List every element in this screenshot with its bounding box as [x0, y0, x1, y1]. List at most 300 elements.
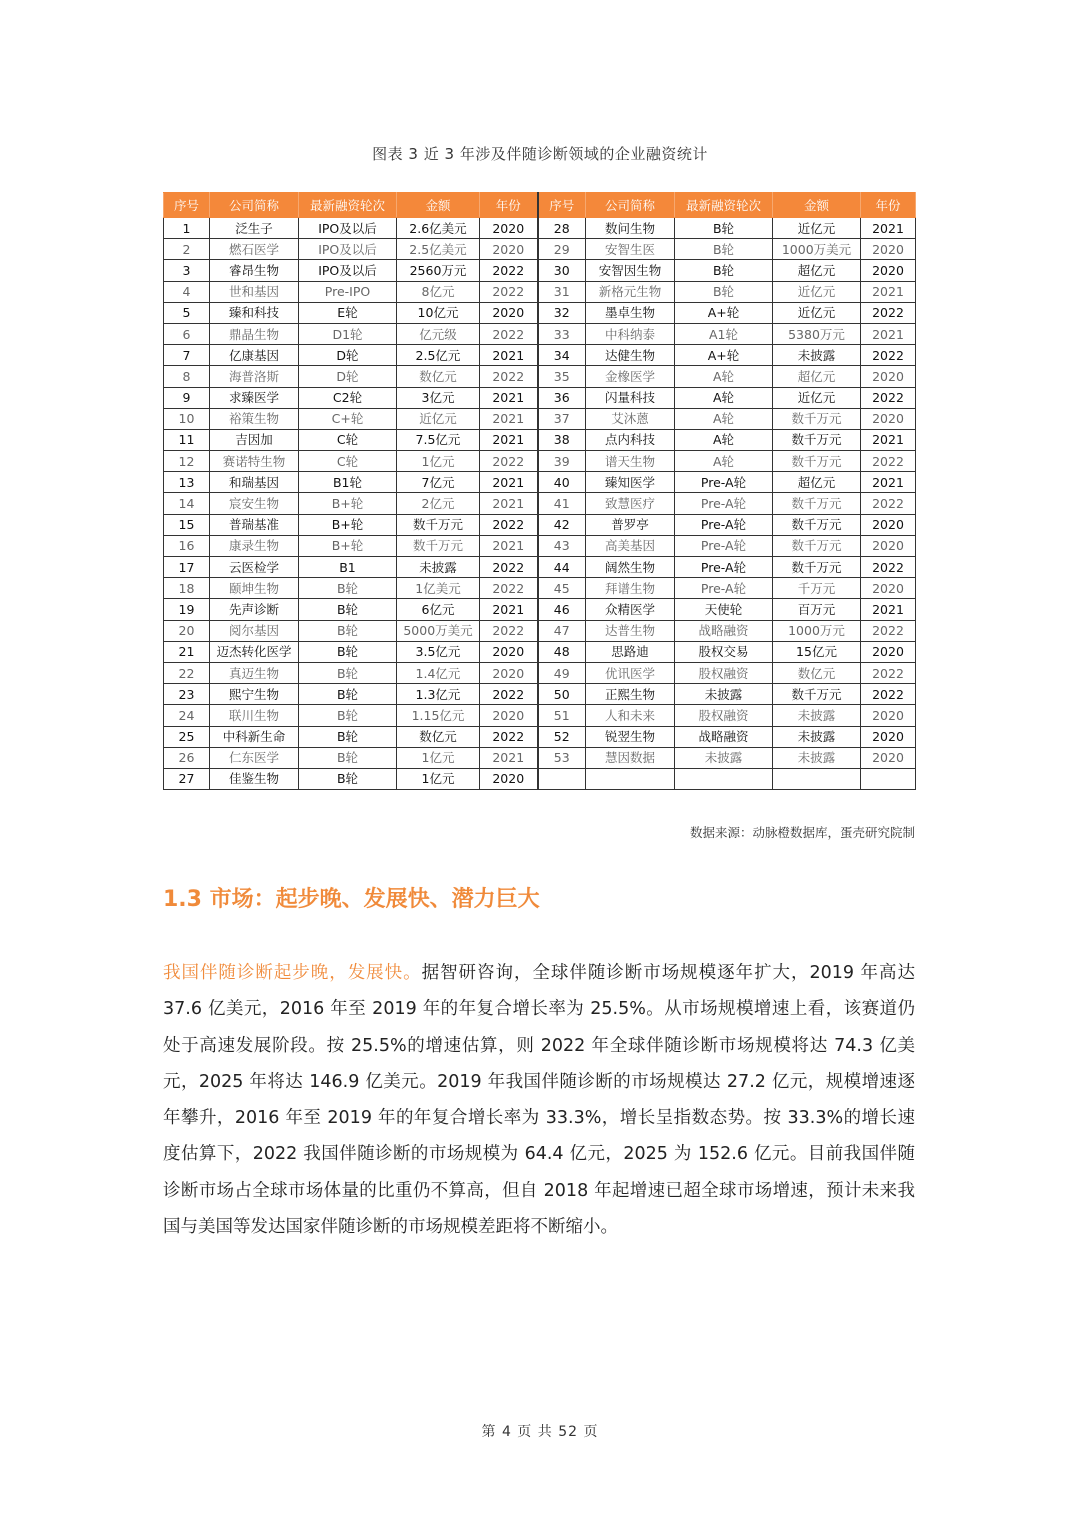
table-cell: 2021: [480, 345, 538, 366]
table-cell: 近亿元: [773, 302, 861, 323]
table-cell: 32: [538, 302, 586, 323]
table-cell: 2022: [480, 578, 538, 599]
table-cell: 2020: [861, 239, 916, 260]
table-cell: 29: [538, 239, 586, 260]
table-cell: 2560万元: [397, 260, 480, 281]
data-source-note: 数据来源：动脉橙数据库，蛋壳研究院制: [689, 825, 915, 840]
table-cell: 2020: [861, 260, 916, 281]
table-cell: 2020: [480, 218, 538, 239]
table-cell: 点内科技: [586, 429, 675, 450]
table-cell: 2022: [861, 493, 916, 514]
table-cell: A+轮: [675, 345, 773, 366]
table-cell: 安智因生物: [586, 260, 675, 281]
table-cell: 40: [538, 472, 586, 493]
table-cell: 51: [538, 705, 586, 726]
table-row: [164, 429, 916, 450]
table-cell: 亿元级: [397, 323, 480, 344]
table-cell: 吉因加: [210, 429, 299, 450]
table-cell: 超亿元: [773, 366, 861, 387]
table-cell: 天使轮: [675, 599, 773, 620]
table-cell: 金橡医学: [586, 366, 675, 387]
table-cell: B轮: [675, 218, 773, 239]
page-footer: 第 4 页 共 52 页: [481, 1424, 599, 1440]
table-cell: 1亿元: [397, 747, 480, 768]
table-cell: B轮: [299, 684, 397, 705]
table-cell: 近亿元: [773, 387, 861, 408]
table-cell: A+轮: [675, 302, 773, 323]
table-cell: 数千万元: [773, 514, 861, 535]
paragraph-lead: 我国伴随诊断起步晚，发展快。: [163, 963, 422, 983]
table-cell: 2020: [861, 514, 916, 535]
table-cell: 1亿元: [397, 768, 480, 789]
table-cell: 2022: [480, 514, 538, 535]
table-cell: 鼎晶生物: [210, 323, 299, 344]
table-cell: 拜谱生物: [586, 578, 675, 599]
table-cell: 2.5亿元: [397, 345, 480, 366]
table-cell: 31: [538, 281, 586, 302]
table-cell: E轮: [299, 302, 397, 323]
table-cell: 2020: [861, 747, 916, 768]
table-cell: [586, 768, 675, 789]
table-cell: 近亿元: [773, 218, 861, 239]
table-cell: 股权融资: [675, 705, 773, 726]
table-cell: 38: [538, 429, 586, 450]
figure-caption: 图表 3 近 3 年涉及伴随诊断领域的企业融资统计: [372, 145, 708, 163]
table-cell: 8: [164, 366, 210, 387]
table-row: [164, 514, 916, 535]
table-cell: 数千万元: [397, 514, 480, 535]
table-cell: 34: [538, 345, 586, 366]
table-cell: 2022: [480, 281, 538, 302]
table-cell: A轮: [675, 408, 773, 429]
table-row: [164, 557, 916, 578]
table-cell: 2021: [480, 493, 538, 514]
table-cell: A轮: [675, 387, 773, 408]
table-cell: 20: [164, 620, 210, 641]
table-cell: 9: [164, 387, 210, 408]
table-cell: 股权交易: [675, 641, 773, 662]
table-cell: 26: [164, 747, 210, 768]
table-cell: 27: [164, 768, 210, 789]
table-cell: 7亿元: [397, 472, 480, 493]
table-cell: C轮: [299, 429, 397, 450]
table-cell: 新格元生物: [586, 281, 675, 302]
table-cell: 3亿元: [397, 387, 480, 408]
table-cell: 2022: [480, 684, 538, 705]
table-cell: 50: [538, 684, 586, 705]
table-cell: 19: [164, 599, 210, 620]
table-cell: 2022: [480, 726, 538, 747]
table-cell: 近亿元: [397, 408, 480, 429]
table-cell: 2021: [861, 281, 916, 302]
table-cell: Pre-A轮: [675, 472, 773, 493]
table-cell: 3: [164, 260, 210, 281]
table-cell: 数千万元: [773, 535, 861, 556]
table-cell: 数千万元: [773, 429, 861, 450]
table-cell: A轮: [675, 429, 773, 450]
table-cell: 颐坤生物: [210, 578, 299, 599]
table-body: [164, 218, 916, 790]
table-cell: 普瑞基准: [210, 514, 299, 535]
table-cell: 先声诊断: [210, 599, 299, 620]
table-cell: 墨卓生物: [586, 302, 675, 323]
table-cell: 43: [538, 535, 586, 556]
table-cell: 48: [538, 641, 586, 662]
table-cell: 数千万元: [773, 557, 861, 578]
table-cell: 2022: [861, 345, 916, 366]
table-cell: 6: [164, 323, 210, 344]
table-cell: 5380万元: [773, 323, 861, 344]
table-cell: B轮: [675, 260, 773, 281]
table-cell: 2021: [480, 535, 538, 556]
table-row: [164, 768, 916, 789]
table-cell: 37: [538, 408, 586, 429]
paragraph-body: 据智研咨询，全球伴随诊断市场规模逐年扩大，2019 年高达 37.6 亿美元，2016 年至 2019 年的年复合增长率为 25.5%。从市场规模增速上看，该赛道仍处于高速发展阶段。按 25.5%的增速估算，则 2022 年全球伴随诊断市场规模将达 74.3 亿美元，2025 年将达 146.9 亿美元。2019 年我国伴随诊断的市场规模达 27.2 亿元，规模增速逐年攀升，2016 年至 2019 年的年复合增长率为 33.3%，增长呈指数态势。按 33.3%的增长速度估算下，2022 我国伴随诊断的市场规模为 64.4 亿元，2025 为 152.6 亿元。目前我国伴随诊断市场占全球市场体量的比重仍不算高，但自 2018 年起增速已超全球市场增速，预计未来我国与美国等发达国家伴随诊断的市场规模差距将不断缩小。: [163, 963, 915, 1238]
table-cell: IPO及以后: [299, 218, 397, 239]
table-row: [164, 726, 916, 747]
table-cell: B轮: [299, 641, 397, 662]
table-cell: 亿康基因: [210, 345, 299, 366]
table-cell: 2020: [861, 535, 916, 556]
table-cell: 14: [164, 493, 210, 514]
table-cell: IPO及以后: [299, 260, 397, 281]
table-cell: 2020: [480, 302, 538, 323]
table-cell: 2020: [480, 705, 538, 726]
body-paragraph: [163, 955, 915, 1245]
table-cell: 2022: [861, 557, 916, 578]
table-cell: 思路迪: [586, 641, 675, 662]
table-cell: B1: [299, 557, 397, 578]
table-cell: 谱天生物: [586, 451, 675, 472]
table-cell: 达普生物: [586, 620, 675, 641]
table-cell: 2022: [861, 302, 916, 323]
table-row: [164, 684, 916, 705]
table-cell: 熙宁生物: [210, 684, 299, 705]
table-cell: 慧因数据: [586, 747, 675, 768]
table-cell: 47: [538, 620, 586, 641]
table-cell: 数千万元: [773, 493, 861, 514]
table-cell: 宸安生物: [210, 493, 299, 514]
financing-table-wrapper: [163, 192, 915, 790]
table-cell: 佳鉴生物: [210, 768, 299, 789]
table-cell: 阔然生物: [586, 557, 675, 578]
table-cell: 1000万美元: [773, 239, 861, 260]
table-cell: 5000万美元: [397, 620, 480, 641]
table-cell: 45: [538, 578, 586, 599]
table-cell: 中科新生命: [210, 726, 299, 747]
table-cell: 22: [164, 662, 210, 683]
table-row: [164, 218, 916, 239]
table-cell: 锐翌生物: [586, 726, 675, 747]
table-cell: Pre-A轮: [675, 535, 773, 556]
table-cell: 41: [538, 493, 586, 514]
table-cell: 2020: [861, 705, 916, 726]
table-cell: 44: [538, 557, 586, 578]
table-cell: 数千万元: [773, 451, 861, 472]
section-title: 1.3 市场：起步晚、发展快、潜力巨大: [163, 887, 540, 912]
table-cell: 2021: [861, 218, 916, 239]
table-cell: 12: [164, 451, 210, 472]
table-cell: 2022: [480, 260, 538, 281]
table-cell: 4: [164, 281, 210, 302]
table-cell: B轮: [299, 726, 397, 747]
table-cell: 仁东医学: [210, 747, 299, 768]
table-cell: B轮: [675, 239, 773, 260]
table-cell: B+轮: [299, 535, 397, 556]
table-cell: 2022: [861, 684, 916, 705]
table-cell: 2022: [480, 323, 538, 344]
table-cell: B轮: [299, 768, 397, 789]
table-cell: 安智生医: [586, 239, 675, 260]
table-cell: 未披露: [773, 345, 861, 366]
table-cell: 7.5亿元: [397, 429, 480, 450]
table-cell: 28: [538, 218, 586, 239]
table-cell: 2020: [861, 408, 916, 429]
table-cell: 30: [538, 260, 586, 281]
table-cell: B轮: [675, 281, 773, 302]
table-cell: 臻知医学: [586, 472, 675, 493]
table-cell: B轮: [299, 578, 397, 599]
table-cell: 2020: [861, 641, 916, 662]
table-cell: 臻和科技: [210, 302, 299, 323]
table-row: [164, 323, 916, 344]
table-cell: 正熙生物: [586, 684, 675, 705]
table-cell: 2: [164, 239, 210, 260]
column-header: 年份: [861, 193, 916, 218]
table-row: [164, 302, 916, 323]
table-row: [164, 239, 916, 260]
table-cell: Pre-A轮: [675, 493, 773, 514]
table-cell: 未披露: [773, 747, 861, 768]
table-cell: 致慧医疗: [586, 493, 675, 514]
table-cell: 7: [164, 345, 210, 366]
table-row: [164, 620, 916, 641]
table-cell: 52: [538, 726, 586, 747]
table-cell: 普罗亭: [586, 514, 675, 535]
table-cell: 未披露: [397, 557, 480, 578]
table-cell: 39: [538, 451, 586, 472]
table-cell: 42: [538, 514, 586, 535]
table-cell: D1轮: [299, 323, 397, 344]
table-cell: 15: [164, 514, 210, 535]
table-row: [164, 366, 916, 387]
table-cell: 阅尔基因: [210, 620, 299, 641]
table-cell: B+轮: [299, 514, 397, 535]
table-cell: 千万元: [773, 578, 861, 599]
table-cell: 2022: [861, 620, 916, 641]
table-cell: 闪量科技: [586, 387, 675, 408]
table-cell: 海普洛斯: [210, 366, 299, 387]
column-header: 序号: [164, 193, 210, 218]
table-cell: 2022: [480, 451, 538, 472]
table-row: [164, 662, 916, 683]
table-cell: 1000万元: [773, 620, 861, 641]
table-cell: 10: [164, 408, 210, 429]
table-cell: 数亿元: [397, 726, 480, 747]
table-cell: 康录生物: [210, 535, 299, 556]
table-cell: 16: [164, 535, 210, 556]
table-cell: 中科纳泰: [586, 323, 675, 344]
table-row: [164, 599, 916, 620]
table-cell: B轮: [299, 620, 397, 641]
column-header: 公司简称: [586, 193, 675, 218]
table-cell: 2.5亿美元: [397, 239, 480, 260]
table-header-row: [164, 193, 916, 218]
table-cell: 2亿元: [397, 493, 480, 514]
table-cell: 世和基因: [210, 281, 299, 302]
table-cell: 2020: [861, 578, 916, 599]
table-cell: 高美基因: [586, 535, 675, 556]
table-cell: 战略融资: [675, 620, 773, 641]
table-cell: 35: [538, 366, 586, 387]
table-cell: Pre-IPO: [299, 281, 397, 302]
table-row: [164, 493, 916, 514]
column-header: 序号: [538, 193, 586, 218]
table-cell: 2020: [480, 768, 538, 789]
table-row: [164, 535, 916, 556]
table-cell: 2021: [861, 323, 916, 344]
table-cell: 股权融资: [675, 662, 773, 683]
table-cell: 赛诺特生物: [210, 451, 299, 472]
table-cell: D轮: [299, 366, 397, 387]
table-cell: 数千万元: [773, 684, 861, 705]
table-cell: 2022: [480, 557, 538, 578]
table-cell: 6亿元: [397, 599, 480, 620]
table-row: [164, 578, 916, 599]
table-cell: 联川生物: [210, 705, 299, 726]
table-cell: A轮: [675, 451, 773, 472]
table-cell: Pre-A轮: [675, 514, 773, 535]
table-cell: 46: [538, 599, 586, 620]
table-cell: Pre-A轮: [675, 578, 773, 599]
table-cell: 人和未来: [586, 705, 675, 726]
table-cell: 2022: [861, 387, 916, 408]
table-row: [164, 408, 916, 429]
table-cell: 2020: [480, 662, 538, 683]
table-cell: C2轮: [299, 387, 397, 408]
table-cell: 迈杰转化医学: [210, 641, 299, 662]
table-cell: 求臻医学: [210, 387, 299, 408]
table-cell: A1轮: [675, 323, 773, 344]
table-cell: 2021: [480, 387, 538, 408]
table-row: [164, 641, 916, 662]
table-cell: 17: [164, 557, 210, 578]
table-cell: 2.6亿美元: [397, 218, 480, 239]
column-header: 金额: [773, 193, 861, 218]
table-cell: [861, 768, 916, 789]
table-cell: 15亿元: [773, 641, 861, 662]
column-header: 公司简称: [210, 193, 299, 218]
table-cell: 和瑞基因: [210, 472, 299, 493]
table-cell: 5: [164, 302, 210, 323]
table-cell: 数亿元: [397, 366, 480, 387]
table-cell: C轮: [299, 451, 397, 472]
table-cell: 23: [164, 684, 210, 705]
table-cell: 未披露: [675, 684, 773, 705]
table-cell: 2022: [480, 620, 538, 641]
table-cell: 数千万元: [397, 535, 480, 556]
table-cell: 优讯医学: [586, 662, 675, 683]
table-cell: 1.4亿元: [397, 662, 480, 683]
table-cell: 艾沐蒽: [586, 408, 675, 429]
table-row: [164, 705, 916, 726]
table-cell: [538, 768, 586, 789]
table-cell: 未披露: [773, 705, 861, 726]
table-cell: 数亿元: [773, 662, 861, 683]
table-row: [164, 451, 916, 472]
table-cell: IPO及以后: [299, 239, 397, 260]
table-cell: 近亿元: [773, 281, 861, 302]
table-cell: 1亿元: [397, 451, 480, 472]
table-cell: 8亿元: [397, 281, 480, 302]
table-row: [164, 281, 916, 302]
table-cell: 数问生物: [586, 218, 675, 239]
financing-table: [163, 192, 916, 790]
table-cell: 2021: [480, 429, 538, 450]
table-cell: 1.15亿元: [397, 705, 480, 726]
table-cell: B轮: [299, 662, 397, 683]
table-cell: 2020: [480, 239, 538, 260]
table-cell: 燃石医学: [210, 239, 299, 260]
table-cell: D轮: [299, 345, 397, 366]
table-cell: B1轮: [299, 472, 397, 493]
table-cell: 53: [538, 747, 586, 768]
table-cell: 睿昂生物: [210, 260, 299, 281]
table-cell: 众精医学: [586, 599, 675, 620]
table-cell: 18: [164, 578, 210, 599]
table-cell: 战略融资: [675, 726, 773, 747]
table-cell: 2021: [480, 747, 538, 768]
table-cell: 2021: [480, 408, 538, 429]
table-cell: 36: [538, 387, 586, 408]
table-cell: C+轮: [299, 408, 397, 429]
column-header: 金额: [397, 193, 480, 218]
table-cell: 11: [164, 429, 210, 450]
table-cell: 2021: [480, 472, 538, 493]
table-cell: B轮: [299, 705, 397, 726]
table-row: [164, 345, 916, 366]
table-cell: Pre-A轮: [675, 557, 773, 578]
table-cell: 2021: [861, 429, 916, 450]
table-cell: 2020: [861, 366, 916, 387]
table-cell: 24: [164, 705, 210, 726]
table-row: [164, 387, 916, 408]
table-cell: 21: [164, 641, 210, 662]
column-header: 最新融资轮次: [299, 193, 397, 218]
table-cell: [675, 768, 773, 789]
table-cell: 2021: [480, 599, 538, 620]
table-cell: A轮: [675, 366, 773, 387]
table-row: [164, 472, 916, 493]
table-cell: 25: [164, 726, 210, 747]
table-cell: 2020: [480, 641, 538, 662]
table-cell: 2022: [480, 366, 538, 387]
table-cell: B轮: [299, 747, 397, 768]
table-cell: 达健生物: [586, 345, 675, 366]
table-cell: 2020: [861, 726, 916, 747]
table-cell: 49: [538, 662, 586, 683]
table-cell: 1: [164, 218, 210, 239]
table-cell: 百万元: [773, 599, 861, 620]
table-cell: B+轮: [299, 493, 397, 514]
table-cell: 2022: [861, 662, 916, 683]
table-cell: 真迈生物: [210, 662, 299, 683]
table-row: [164, 260, 916, 281]
table-cell: 10亿元: [397, 302, 480, 323]
table-cell: 33: [538, 323, 586, 344]
table-cell: 3.5亿元: [397, 641, 480, 662]
table-cell: 超亿元: [773, 472, 861, 493]
